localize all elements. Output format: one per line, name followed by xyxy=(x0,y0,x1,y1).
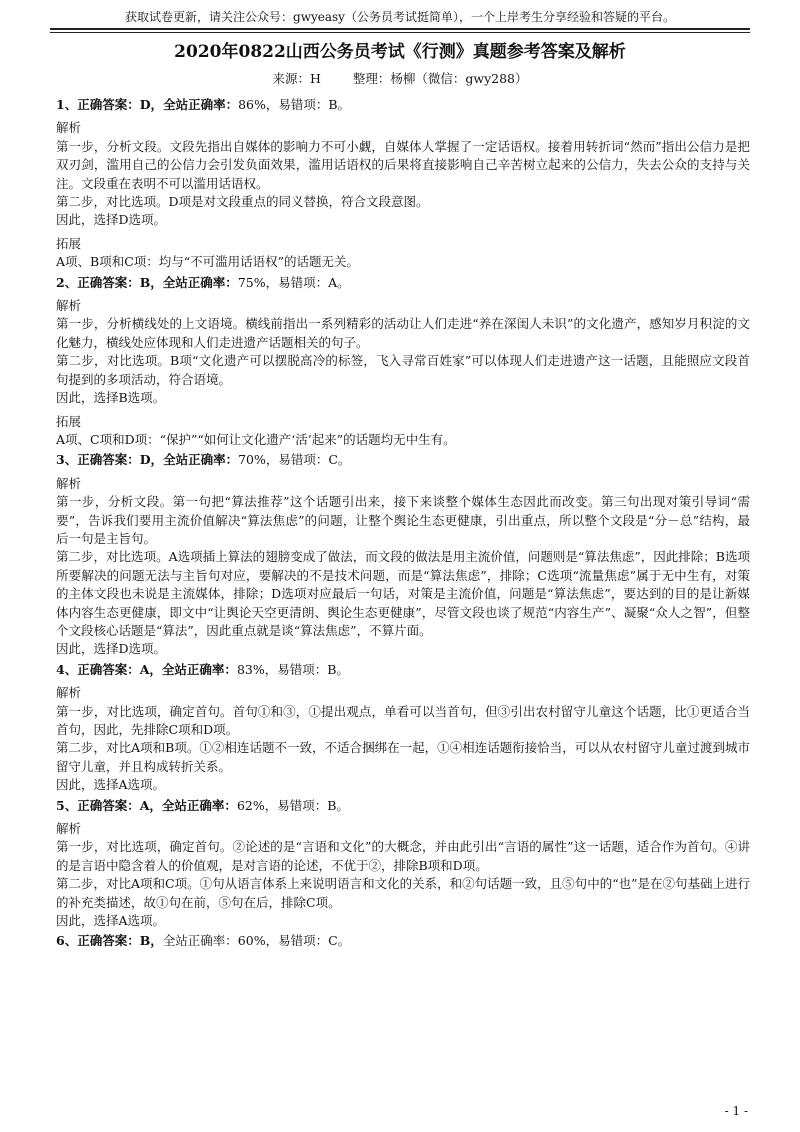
rate-value: 全站正确率：60%，易错项：C。 xyxy=(162,933,351,949)
question-answer-line xyxy=(56,451,750,469)
answer-list xyxy=(56,94,750,951)
answer-value: D， xyxy=(139,452,164,468)
rate-label: 全站正确率： xyxy=(162,274,238,290)
source-text: 来源：H xyxy=(272,71,321,86)
extension-paragraph: A项、B项和C项：均与“不可滥用话语权”的话题无关。 xyxy=(56,254,360,270)
analysis-paragraph: 第二步，对比A项和B项。①②相连话题不一致，不适合捆绑在一起，①④相连话题衔接恰当，可以从农村留守儿童过渡到城市留守儿童，并且构成转折关系。 xyxy=(56,740,750,774)
analysis-paragraph: 因此，选择D选项。 xyxy=(56,212,167,228)
answer-label: 正确答案： xyxy=(77,797,140,813)
question-block xyxy=(56,451,750,658)
extension-paragraph: A项、C项和D项：“保护”“如何让文化遗产‘活’起来”的话题均无中生有。 xyxy=(56,431,456,447)
analysis-paragraph: 因此，选择A选项。 xyxy=(56,913,166,929)
rate-value: 75%，易错项：A。 xyxy=(237,274,350,290)
analysis-paragraph: 第一步，对比选项，确定首句。首句①和③，①提出观点，单看可以当首句，但③引出农村留守儿童这个话题，比①更适合当首句，因此，先排除C项和D项。 xyxy=(56,703,750,737)
analysis-paragraph: 因此，选择A选项。 xyxy=(56,777,166,793)
rate-label: 全站正确率： xyxy=(161,797,237,813)
analysis-label: 解析 xyxy=(56,685,82,701)
answer-value: A， xyxy=(139,661,162,677)
analysis-label: 解析 xyxy=(56,298,82,314)
question-answer-line xyxy=(56,661,750,679)
rate-label: 全站正确率： xyxy=(163,452,239,468)
answer-value: B， xyxy=(139,274,163,290)
question-number: 2、 xyxy=(56,274,78,290)
analysis-paragraph: 第二步，对比A项和C项。①句从语言体系上来说明语言和文化的关系，和②句话题一致，且⑤句中的“也”是在②句基础上进行的补充类描述，故①句在前，⑤句在后，排除C项。 xyxy=(56,876,750,910)
editor-text: 整理：杨柳（微信：gwy288） xyxy=(352,71,528,86)
analysis-paragraph: 第一步，分析文段。文段先指出自媒体的影响力不可小觑，自媒体人掌握了一定话语权。接着用转折词“然而”指出公信力是把双刃剑，滥用自己的公信力会引发负面效果，滥用话语权的后果将直接影响自己辛苦树立起来的公信力，失去公众的支持与关注。文段重在表明不可以滥用话语权。 xyxy=(56,138,750,191)
analysis-paragraph: 因此，选择B选项。 xyxy=(56,390,166,406)
question-block xyxy=(56,661,750,795)
analysis-paragraph: 第二步，对比选项。D项是对文段重点的同义替换，符合文段意图。 xyxy=(56,194,429,210)
question-block xyxy=(56,932,750,950)
analysis-label: 解析 xyxy=(56,475,82,491)
answer-label: 正确答案： xyxy=(77,661,140,677)
question-number: 1、 xyxy=(56,97,78,112)
question-number: 6、 xyxy=(56,933,78,949)
question-block xyxy=(56,96,750,272)
document-title: 2020年0822山西公务员考试《行测》真题参考答案及解析 xyxy=(174,42,626,62)
question-block xyxy=(56,797,750,931)
question-answer-line xyxy=(56,96,750,114)
answer-value: D， xyxy=(139,97,164,112)
answer-label: 正确答案： xyxy=(77,274,140,290)
header-rule xyxy=(50,28,750,30)
rate-value: 62%，易错项：B。 xyxy=(236,797,349,813)
question-answer-line xyxy=(56,274,750,292)
analysis-paragraph: 因此，选择D选项。 xyxy=(56,641,167,657)
answer-label: 正确答案： xyxy=(77,452,140,468)
question-answer-line xyxy=(56,797,750,815)
analysis-paragraph: 第二步，对比选项。B项“文化遗产可以摆脱高冷的标签，飞入寻常百姓家”可以体现人们走进遗产这一话题，且能照应文段首句提到的多项活动，符合语境。 xyxy=(56,353,750,387)
analysis-label: 解析 xyxy=(56,120,82,136)
question-block xyxy=(56,274,750,450)
extension-label: 拓展 xyxy=(56,235,82,251)
question-number: 3、 xyxy=(56,452,78,468)
rate-value: 70%，易错项：C。 xyxy=(238,452,351,468)
extension-label: 拓展 xyxy=(56,413,82,429)
rate-value: 83%，易错项：B。 xyxy=(236,661,349,677)
question-answer-line xyxy=(56,932,750,950)
rate-value: 86%，易错项：B。 xyxy=(238,97,351,112)
rate-label: 全站正确率： xyxy=(161,661,237,677)
header-notice: 获取试卷更新，请关注公众号：gwyeasy（公务员考试挺简单），一个上岸考生分享经验和答疑的平台。 xyxy=(125,10,675,24)
analysis-paragraph: 第一步，分析横线处的上文语境。横线前指出一系列精彩的活动让人们走进“养在深闺人未识”的文化遗产，感知岁月积淀的文化魅力，横线处应体现和人们走进遗产话题相关的句子。 xyxy=(56,316,750,350)
question-number: 4、 xyxy=(56,661,78,677)
question-number: 5、 xyxy=(56,797,78,813)
answer-label: 正确答案： xyxy=(77,97,140,112)
analysis-paragraph: 第一步，对比选项，确定首句。②论述的是“言语和文化”的大概念，并由此引出“言语的属性”这一话题，适合作为首句。④讲的是言语中隐含着人的价值观，是对言语的论述，不优于②，排除B项和D项。 xyxy=(56,839,750,873)
rate-label: 全站正确率： xyxy=(163,97,239,112)
answer-value: B， xyxy=(139,933,163,949)
page-number: - 1 - xyxy=(724,1104,748,1118)
header-rule-thin xyxy=(50,32,750,33)
byline xyxy=(50,70,750,88)
answer-label: 正确答案： xyxy=(77,933,140,949)
analysis-paragraph: 第一步，分析文段。第一句把“算法推荐”这个话题引出来，接下来谈整个媒体生态因此而改变。第三句出现对策引导词“需要”，告诉我们要用主流价值解决“算法焦虑”的问题，让整个舆论生态更健康，引出重点，所以整个文段是“分－总”结构，最后一句是主旨句。 xyxy=(56,494,750,546)
answer-value: A， xyxy=(139,797,162,813)
analysis-paragraph: 第二步，对比选项。A选项插上算法的翅膀变成了做法，而文段的做法是用主流价值，问题则是“算法焦虑”，因此排除；B选项所要解决的问题无法与主旨句对应，要解决的不是技术问题，而是“算法焦虑”，排除；C选项“流量焦虑”属于无中生有，对策的主体文段也未说是主流媒体，排除；D选项对应最后一句话，对策是主流价值，问题是“算法焦虑”，要达到的目的是让新媒体内容生态更健康，即文中“让舆论天空更清朗、舆论生态更健康”，尽管文段也谈了规范“内容生产”、凝聚“众人之智”，但整个文段核心话题是“算法”，因此重点就是谈“算法焦虑”，不算片面。 xyxy=(56,549,750,638)
analysis-label: 解析 xyxy=(56,821,82,837)
